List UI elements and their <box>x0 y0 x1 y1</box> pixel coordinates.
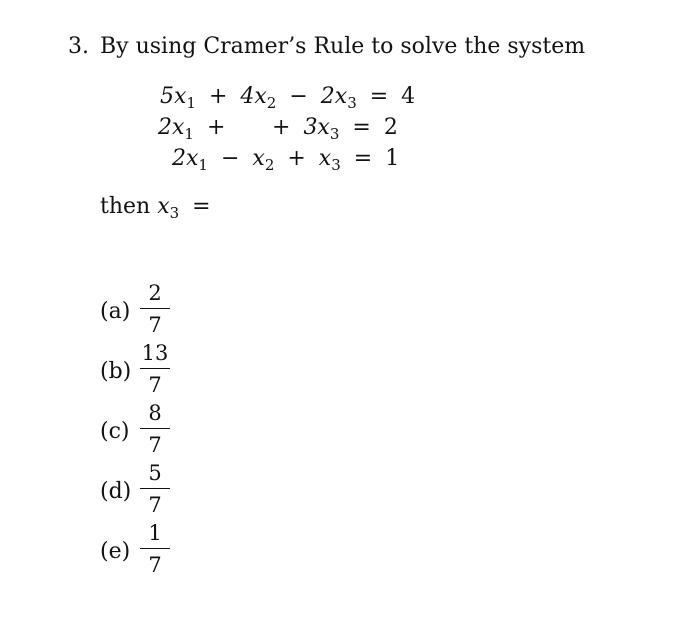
prompt-equals: = <box>192 194 211 219</box>
eq1-rhs: 4 <box>401 84 416 109</box>
option-b-numerator: 13 <box>141 341 169 365</box>
eq2-term3: 3x <box>303 115 330 140</box>
eq1-term1: 5x <box>160 84 187 109</box>
eq1-op1: + <box>208 84 228 109</box>
eq3-sub1: 1 <box>198 156 208 174</box>
eq3-op2: + <box>287 146 306 171</box>
question-text: By using Cramer’s Rule to solve the system <box>100 34 586 59</box>
eq2-op2: + <box>272 115 291 140</box>
option-c-numerator: 8 <box>148 401 162 425</box>
fraction-bar <box>140 488 170 489</box>
eq3-rhs: 1 <box>385 146 400 171</box>
equation-3 <box>172 146 400 174</box>
option-d-denominator: 7 <box>148 493 162 517</box>
option-e-denominator: 7 <box>148 553 162 577</box>
eq3-sub2: 2 <box>264 156 275 174</box>
eq1-sub2: 2 <box>266 94 277 112</box>
option-e-label: (e) <box>100 539 131 564</box>
option-c-denominator: 7 <box>148 433 162 457</box>
eq2-sub1: 1 <box>184 125 194 143</box>
prompt-var: x <box>157 194 170 219</box>
eq1-term2: 4x <box>240 84 267 109</box>
eq3-sub3: 3 <box>331 156 341 174</box>
option-b-fraction <box>140 340 170 398</box>
eq1-term3: 2x <box>320 84 348 109</box>
eq3-term3: x <box>318 146 332 171</box>
eq3-term1: 2x <box>172 146 199 171</box>
option-a-denominator: 7 <box>148 313 162 337</box>
eq3-op1: − <box>220 146 240 171</box>
eq3-equals: = <box>353 146 373 171</box>
option-e-fraction <box>140 520 170 578</box>
equation-2-right <box>266 115 398 143</box>
fraction-bar <box>140 368 170 369</box>
fraction-bar <box>140 548 170 549</box>
eq2-rhs: 2 <box>383 115 398 140</box>
option-b-denominator: 7 <box>148 373 162 397</box>
option-c-label: (c) <box>100 419 130 444</box>
eq1-op2: − <box>289 84 308 109</box>
eq2-sub3: 3 <box>329 125 340 143</box>
option-d-numerator: 5 <box>148 461 162 485</box>
eq2-term1: 2x <box>158 115 185 140</box>
option-e-numerator: 1 <box>148 521 162 545</box>
option-d-label: (d) <box>100 479 132 504</box>
eq1-sub3: 3 <box>347 94 357 112</box>
eq2-op1: + <box>206 115 226 140</box>
fraction-bar <box>140 308 170 309</box>
option-b-label: (b) <box>100 359 132 384</box>
eq2-equals: = <box>352 115 371 140</box>
question-number: 3. <box>68 34 89 59</box>
eq1-sub1: 1 <box>186 94 196 112</box>
option-a-numerator: 2 <box>148 281 162 305</box>
eq3-term2: x <box>252 146 265 171</box>
option-a-label: (a) <box>100 299 131 324</box>
eq1-equals: = <box>369 84 389 109</box>
option-a-fraction <box>140 280 170 338</box>
prompt-sub: 3 <box>169 204 180 222</box>
option-c-fraction <box>140 400 170 458</box>
equation-1 <box>160 84 416 112</box>
prompt-then: then <box>100 194 151 219</box>
equation-2 <box>158 115 231 143</box>
prompt-line <box>100 194 217 222</box>
option-d-fraction <box>140 460 170 518</box>
fraction-bar <box>140 428 170 429</box>
